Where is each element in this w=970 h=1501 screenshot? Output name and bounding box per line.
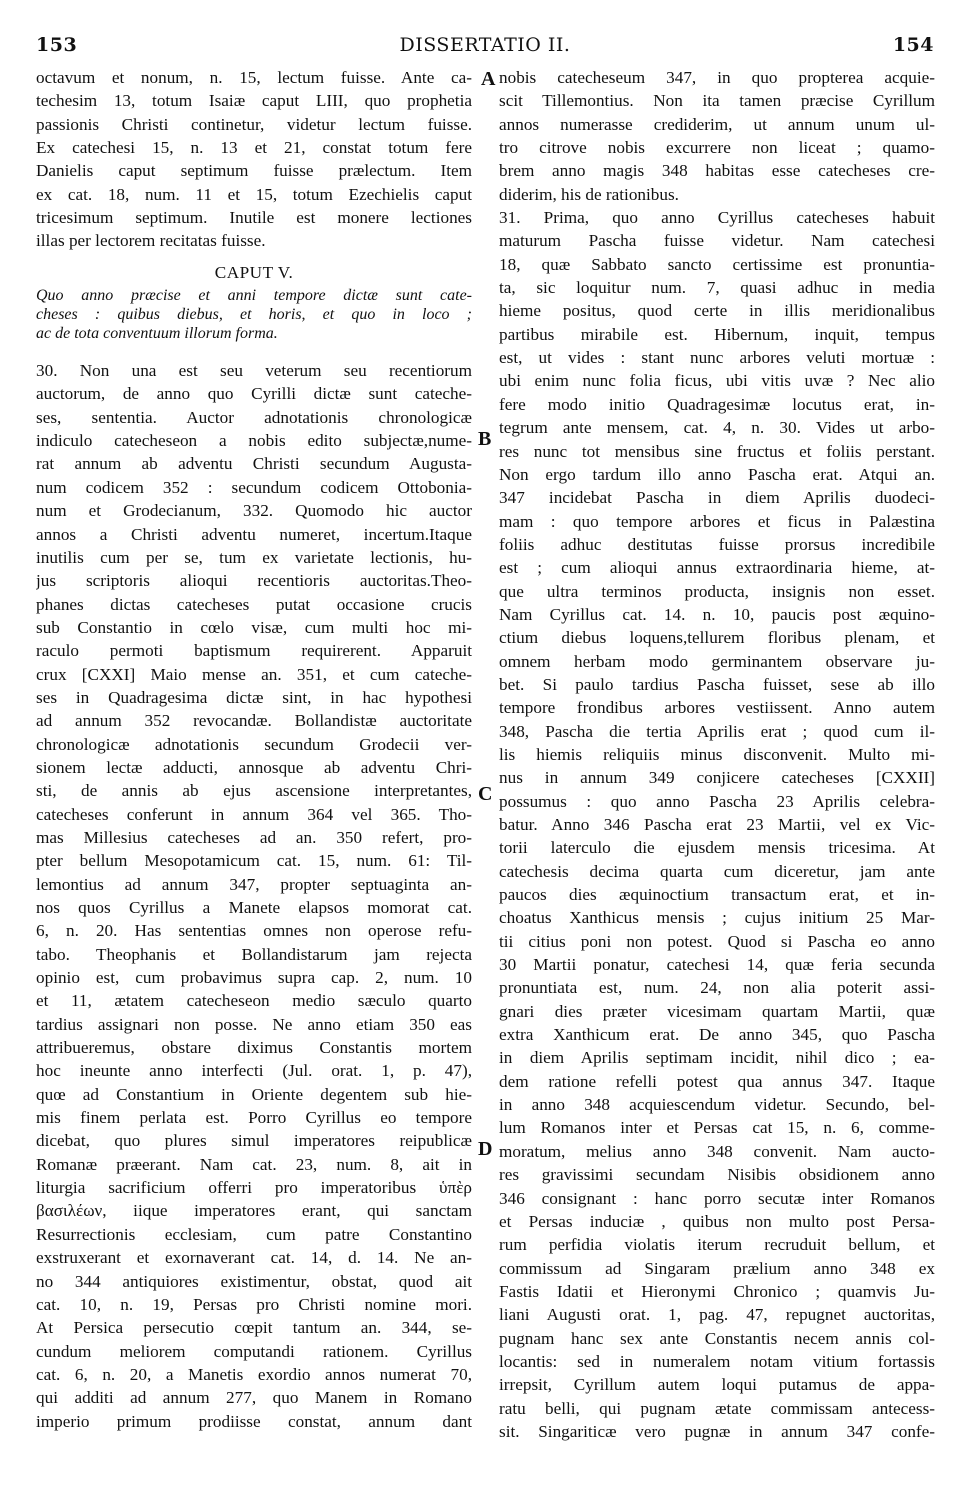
text-line: omnem herbam modo germinantem observare ju- xyxy=(499,651,935,671)
margin-marker-c: C xyxy=(478,783,493,805)
text-line: tabo. Theophanis et Bollandistarum jam rejecta xyxy=(36,944,472,964)
text-line: Fastis Idatii et Hieronymi Chronico ; quamvis Ju- xyxy=(499,1281,935,1301)
chapter-heading: CAPUT V. xyxy=(214,262,294,282)
chapter-summary xyxy=(36,286,472,343)
text-line: rum perfidia violatis iterum recruduit bellum, et xyxy=(499,1235,935,1255)
text-line: phanes dictas catecheses putat occasione crucis xyxy=(36,594,472,614)
text-line: inutilis cum per se, tum ex varietate lectionis, hu- xyxy=(36,547,472,567)
text-line: pugnam hanc sex ante Constantis necem annis col- xyxy=(499,1328,935,1348)
text-line: Ex catechesi 15, n. 13 et 21, constat totum fere xyxy=(36,138,472,158)
text-line: ubi enim nunc folia ficus, ubi vitis uvæ ? Nec alio xyxy=(499,371,935,391)
text-line: chronologicæ adnotationis secundum Grodecii ver- xyxy=(36,734,472,754)
text-line: illas per lectorem recitatas fuisse. xyxy=(36,231,266,251)
text-line: techesim 13, totum Isaiæ caput LIII, quo prophetia xyxy=(36,91,472,111)
text-line: brem anno magis 348 habitas esse catecheses cre- xyxy=(499,161,935,181)
text-line: ses, sententia. Auctor adnotationis chronologicæ xyxy=(36,407,472,427)
text-line: ex cat. 18, num. 11 et 15, totum Ezechielis caput xyxy=(36,184,472,204)
text-line: 6, n. 20. Has sententias omnes non operose refu- xyxy=(36,921,472,941)
text-line: 30. Non una est seu veterum seu recentiorum xyxy=(36,361,472,381)
text-line: Nam Cyrillus cat. 14. n. 10, paucis post æquino- xyxy=(499,604,935,624)
left-body-text xyxy=(36,359,472,1433)
text-line: tardius assignari non posse. Ne anno etiam 350 eas xyxy=(36,1014,472,1034)
text-line: ctium diebus loquens,tellurem floribus plenam, et xyxy=(499,628,935,648)
text-line: 346 consignant : hanc porro secutæ inter Romanos xyxy=(499,1188,935,1208)
text-line: et Persas induciæ , quibus non multo post Persa- xyxy=(499,1211,935,1231)
text-line: possumus : quo anno Pascha 23 Aprilis celebra- xyxy=(499,791,935,811)
text-line: que ultra terminos producta, insignis non esset. xyxy=(499,581,935,601)
text-line: sit. Singariticæ vero pugnæ in annum 347 confe- xyxy=(499,1421,935,1441)
text-line: 348, Pascha die tertia Aprilis erat ; quod cum il- xyxy=(499,721,935,741)
text-line: liturgia sacrificium offerri pro imperatoribus ὑπὲρ xyxy=(36,1178,472,1198)
text-line: sub Constantio in cœlo visæ, cum multi hoc mi- xyxy=(36,617,472,637)
text-line: Quo anno præcise et anni tempore dictæ sunt cate- xyxy=(36,287,472,305)
text-line: βασιλέων, iique imperatores erant, qui sanctam xyxy=(36,1201,472,1221)
text-line: catecheses conferunt in annum 364 vel 365. Tho- xyxy=(36,804,472,824)
text-line: tro citrove nobis excurrere non liceat ; quamo- xyxy=(499,138,935,158)
text-line: cheses : quibus diebus, et horis, et quo in loco ; xyxy=(36,306,472,324)
right-body-text xyxy=(499,66,935,1443)
text-line: rat annum ab adventu Christi secundum Augusta- xyxy=(36,454,472,474)
text-line: ses in Quadragesima dictæ sint, in hac hypothesi xyxy=(36,687,472,707)
text-line: foliis adhuc destitutas fuisse prorsus incredibile xyxy=(499,534,935,554)
text-line: scit Tillemontius. Non ita tamen præcise Cyrillum xyxy=(499,91,935,111)
text-line: pronuntiata est, num. 24, non alia poterit assi- xyxy=(499,978,935,998)
text-line: et 11, ætatem catecheseon medio sæculo quarto xyxy=(36,991,472,1011)
text-line: 30 Martii ponatur, catechesi 14, quæ feria secunda xyxy=(499,955,935,975)
text-line: num codicem 352 : secundum codicem Ottobonia- xyxy=(36,477,472,497)
text-line: pter bellum Mesopotamicum cat. 15, num. 61: Til- xyxy=(36,851,472,871)
text-line: ad annum 352 revocandæ. Bollandistæ auctoritate xyxy=(36,711,472,731)
text-line: batur. Anno 346 Pascha erat 23 Martii, vel ex Vic- xyxy=(499,815,935,834)
text-line: diderim, his de rationibus. xyxy=(499,184,679,204)
text-line: crux [CXXI] Maio mense an. 351, et cum cateche- xyxy=(36,664,472,684)
text-line: nus in annum 349 conjicere catecheses [CXXII] xyxy=(499,768,935,788)
text-line: moratum, melius anno 348 convenit. Nam aucto- xyxy=(499,1141,935,1161)
page-number-left: 153 xyxy=(36,34,78,56)
text-line: raculo permoti baptismum requirerent. Apparuit xyxy=(36,641,472,661)
text-line: auctorum, de anno quo Cyrilli dictæ sunt cateche- xyxy=(36,384,472,404)
text-line: in diem Aprilis septimam incidit, nihil dico ; ea- xyxy=(499,1048,935,1068)
margin-marker-a: A xyxy=(481,68,496,90)
left-column xyxy=(36,66,472,1433)
text-line: imperio primum prodiisse constat, annum dant xyxy=(36,1411,472,1431)
text-line: no 344 antiquiores existimentur, obstat, quod ait xyxy=(36,1271,472,1291)
page-header xyxy=(36,34,934,60)
text-line: dicebat, quo plures simul imperatores reipublicæ xyxy=(36,1131,472,1151)
text-line: quœ ad Constantium in Oriente degentem sub hie- xyxy=(36,1084,472,1104)
text-line: 18, quæ Sabbato sancto certissime est pronuntia- xyxy=(499,254,935,274)
text-line: exstruxerant et exornaverant cat. 14, d. 14. Ne an- xyxy=(36,1248,472,1268)
text-line: catechesis decima quarta cum diceretur, jam ante xyxy=(499,861,935,881)
text-line: ta, sic loquitur num. 7, quasi adhuc in media xyxy=(499,278,935,298)
text-line: in anno 348 acquiescendum videtur. Secundo, bel- xyxy=(499,1095,935,1115)
text-line: mas Millesius catecheses ad an. 350 refert, pro- xyxy=(36,827,472,847)
text-line: sionem lectæ adducti, annosque ab adventu Chri- xyxy=(36,757,472,777)
running-title: DISSERTATIO II. xyxy=(399,34,571,56)
text-line: dem ratione refelli potest qua annus 347. Itaque xyxy=(499,1071,935,1091)
text-line: bet. Si paulo tardius Pascha fuisset, sese ab illo xyxy=(499,674,935,694)
text-line: Danielis caput septimum fuisse prælectum. Item xyxy=(36,161,472,181)
text-line: locantis: sed in numeralem notam vitium fortassis xyxy=(499,1351,935,1371)
text-line: est, ut vides : stant nunc arbores veluti mortuæ : xyxy=(499,348,935,368)
text-line: Resurrectionis ecclesiam, cum patre Constantino xyxy=(36,1224,472,1244)
text-line: 31. Prima, quo anno Cyrillus catecheses habuit xyxy=(499,208,935,228)
text-line: ac de tota conventuum illorum forma. xyxy=(36,325,278,343)
text-line: qui additi ad annum 277, quo Manem in Romano xyxy=(36,1388,472,1408)
right-column xyxy=(499,66,935,1443)
text-line: annos numerasse crediderim, ut annum unum ul- xyxy=(499,114,935,134)
text-line: est ; cum alioqui annus extraordinaria hieme, at- xyxy=(499,558,935,578)
text-line: cundum meliorem computandi rationem. Cyrillus xyxy=(36,1341,472,1361)
text-line: tegrum ante mensem, cat. 4, n. 30. Vides ut arbo- xyxy=(499,418,935,438)
text-line: ratu belli, qui pugnam ætate commissam antecess- xyxy=(499,1398,935,1418)
text-line: opinio est, cum probavimus supra cap. 2, num. 10 xyxy=(36,968,472,988)
text-line: lum Romanos inter et Persas cat 15, n. 6, comme- xyxy=(499,1118,935,1138)
text-line: res gravissimi secundam Nisibis obsidionem anno xyxy=(499,1165,935,1185)
text-line: attribueremus, obstare diximus Constantis mortem xyxy=(36,1038,472,1058)
text-line: nos quos Cyrillus a Manete elapsos momorat cat. xyxy=(36,898,472,917)
text-line: At Persica persecutio cœpit tantum an. 344, se- xyxy=(36,1318,472,1338)
text-line: 347 incidebat Pascha in diem Aprilis duodeci- xyxy=(499,488,935,508)
text-line: sti, de annis ab ejus ascensione interpretantes, xyxy=(36,781,472,801)
text-line: mis finem perlata est. Porro Cyrillus eo tempore xyxy=(36,1108,472,1128)
page-number-right: 154 xyxy=(892,34,934,56)
text-line: tii citius poni non potest. Quod si Pascha eo anno xyxy=(499,931,935,951)
text-line: extra Xanthicum erat. De anno 345, quo Pascha xyxy=(499,1025,935,1045)
text-line: torii laterculo die ejusdem mensis tricesima. At xyxy=(499,838,935,858)
text-line: liani Augusti orat. 1, pag. 47, repugnet auctoritas, xyxy=(499,1305,935,1325)
text-line: annos a Christi adventu numeret, incertum.Itaque xyxy=(36,524,472,544)
text-line: num et Grodecianum, 332. Quomodo hic auctor xyxy=(36,501,472,521)
text-line: passionis Christi continetur, videtur lectum fuisse. xyxy=(36,114,472,134)
text-line: maturum Pascha fuisse videtur. Nam catechesi xyxy=(499,231,935,251)
text-line: lemontius ad annum 347, propter septuaginta an- xyxy=(36,874,472,894)
text-line: tempore frondibus arbores vestiissent. Anno autem xyxy=(499,698,935,718)
text-line: paucos dies æquinoctium transactum erat, et in- xyxy=(499,885,935,905)
left-top-paragraph xyxy=(36,66,472,253)
text-line: partibus mirabile est. Hibernum, inquit, tempus xyxy=(499,324,935,344)
text-line: Non ergo tardum illo anno Pascha erat. Atqui an. xyxy=(499,464,935,484)
text-line: hoc ineunte anno interfecti (Jul. orat. 1, p. 47), xyxy=(36,1061,472,1081)
text-line: choatus Xanthicus mensis ; cujus initium 25 Mar- xyxy=(499,908,935,928)
text-line: gnari dies præter vicesimam quartam Martii, quæ xyxy=(499,1001,935,1021)
text-line: fere modo initio Quadragesimæ locutus erat, in- xyxy=(499,394,935,414)
text-line: irrepsit, Cyrillum autem loqui putamus de appa- xyxy=(499,1375,935,1395)
text-line: commissum ad Singaram prælium anno 348 ex xyxy=(499,1258,935,1278)
text-line: Romanæ præerant. Nam cat. 23, num. 8, ait in xyxy=(36,1154,472,1174)
text-line: mam : quo tempore arbores et ficus in Palæstina xyxy=(499,511,935,531)
text-line: nobis catecheseum 347, in quo propterea acquie- xyxy=(499,68,935,87)
text-line: cat. 6, n. 20, a Manetis exordio annos numerat 70, xyxy=(36,1364,472,1384)
text-line: lis hiemis reliquiis minus disconvenit. Multo mi- xyxy=(499,744,935,764)
margin-marker-b: B xyxy=(478,428,492,450)
text-line: octavum et nonum, n. 15, lectum fuisse. Ante ca- xyxy=(36,68,472,87)
text-line: indiculo catecheseon a nobis edito subjectæ,nume- xyxy=(36,431,472,451)
text-line: res nunc tot mensibus sine fructus et foliis perstant. xyxy=(499,441,935,461)
text-line: cat. 10, n. 19, Persas pro Christi nomine mori. xyxy=(36,1294,472,1314)
text-line: jus scriptoris alioqui recentioris auctoritas.Theo- xyxy=(36,571,472,591)
text-line: hieme positus, quod certe in illis meridionalibus xyxy=(499,301,935,321)
margin-marker-d: D xyxy=(478,1138,493,1160)
text-line: tricesimum septimum. Inutile est monere lectiones xyxy=(36,208,472,228)
